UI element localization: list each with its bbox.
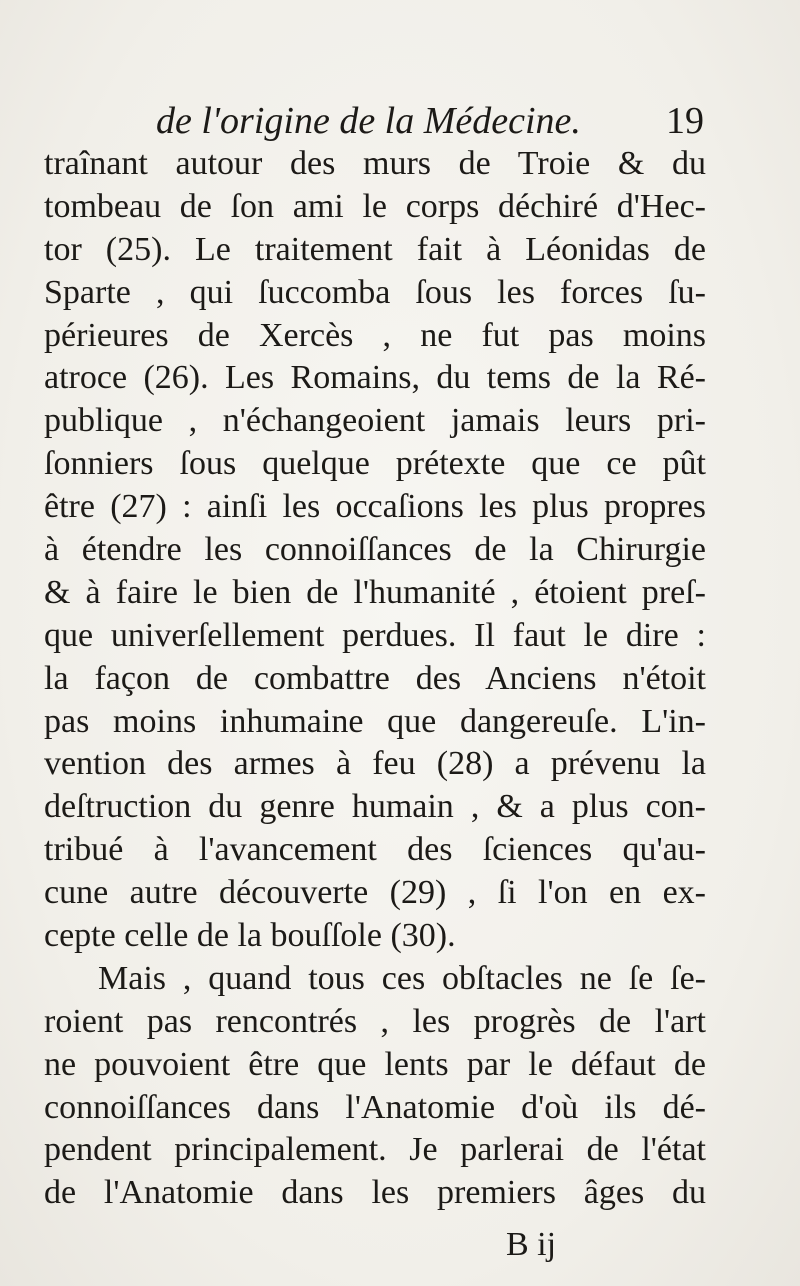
text-line: deſtruction du genre humain , & a plus con- — [44, 788, 706, 826]
text-line: pendent principalement. Je parlerai de l'état — [44, 1131, 706, 1169]
running-title: de l'origine de la Médecine. — [156, 100, 581, 142]
page-number: 19 — [666, 100, 704, 142]
text-line: cune autre découverte (29) , ſi l'on en ex- — [44, 874, 706, 912]
paragraph-end-line: cepte celle de la bouſſole (30). — [44, 917, 456, 955]
text-line: ne pouvoient être que lents par le défaut de — [44, 1045, 706, 1083]
text-line: roient pas rencontrés , les progrès de l'art — [44, 1002, 706, 1040]
signature-mark: B ij — [506, 1226, 557, 1263]
text-line: & à faire le bien de l'humanité , étoient preſ- — [44, 573, 706, 611]
text-line: tor (25). Le traitement fait à Léonidas de — [44, 230, 706, 268]
text-line: publique , n'échangeoient jamais leurs pri- — [44, 402, 706, 440]
text-line: de l'Anatomie dans les premiers âges du — [44, 1174, 706, 1212]
text-line: tombeau de ſon ami le corps déchiré d'Hec- — [44, 187, 706, 225]
text-line: ſonniers ſous quelque prétexte que ce pût — [44, 445, 706, 483]
text-line: être (27) : ainſi les occaſions les plus propres — [44, 488, 706, 526]
text-line: périeures de Xercès , ne fut pas moins — [44, 316, 706, 354]
text-line: tribué à l'avancement des ſciences qu'au- — [44, 831, 706, 869]
text-line: à étendre les connoiſſances de la Chirurgie — [44, 531, 706, 569]
text-line: traînant autour des murs de Troie & du — [44, 145, 706, 182]
text-line: que univerſellement perdues. Il faut le dire : — [44, 616, 706, 654]
text-line: pas moins inhumaine que dangereuſe. L'in- — [44, 702, 706, 740]
text-line: atroce (26). Les Romains, du tems de la Ré- — [44, 359, 706, 397]
text-line: vention des armes à feu (28) a prévenu la — [44, 745, 706, 783]
running-head — [44, 96, 706, 146]
text-line: la façon de combattre des Anciens n'étoit — [44, 659, 706, 697]
text-line: connoiſſances dans l'Anatomie d'où ils dé- — [44, 1088, 706, 1126]
paragraph-start-line: Mais , quand tous ces obſtacles ne ſe ſe- — [98, 959, 706, 997]
text-line: Sparte , qui ſuccomba ſous les forces ſu- — [44, 273, 706, 311]
body-text — [44, 143, 706, 1215]
